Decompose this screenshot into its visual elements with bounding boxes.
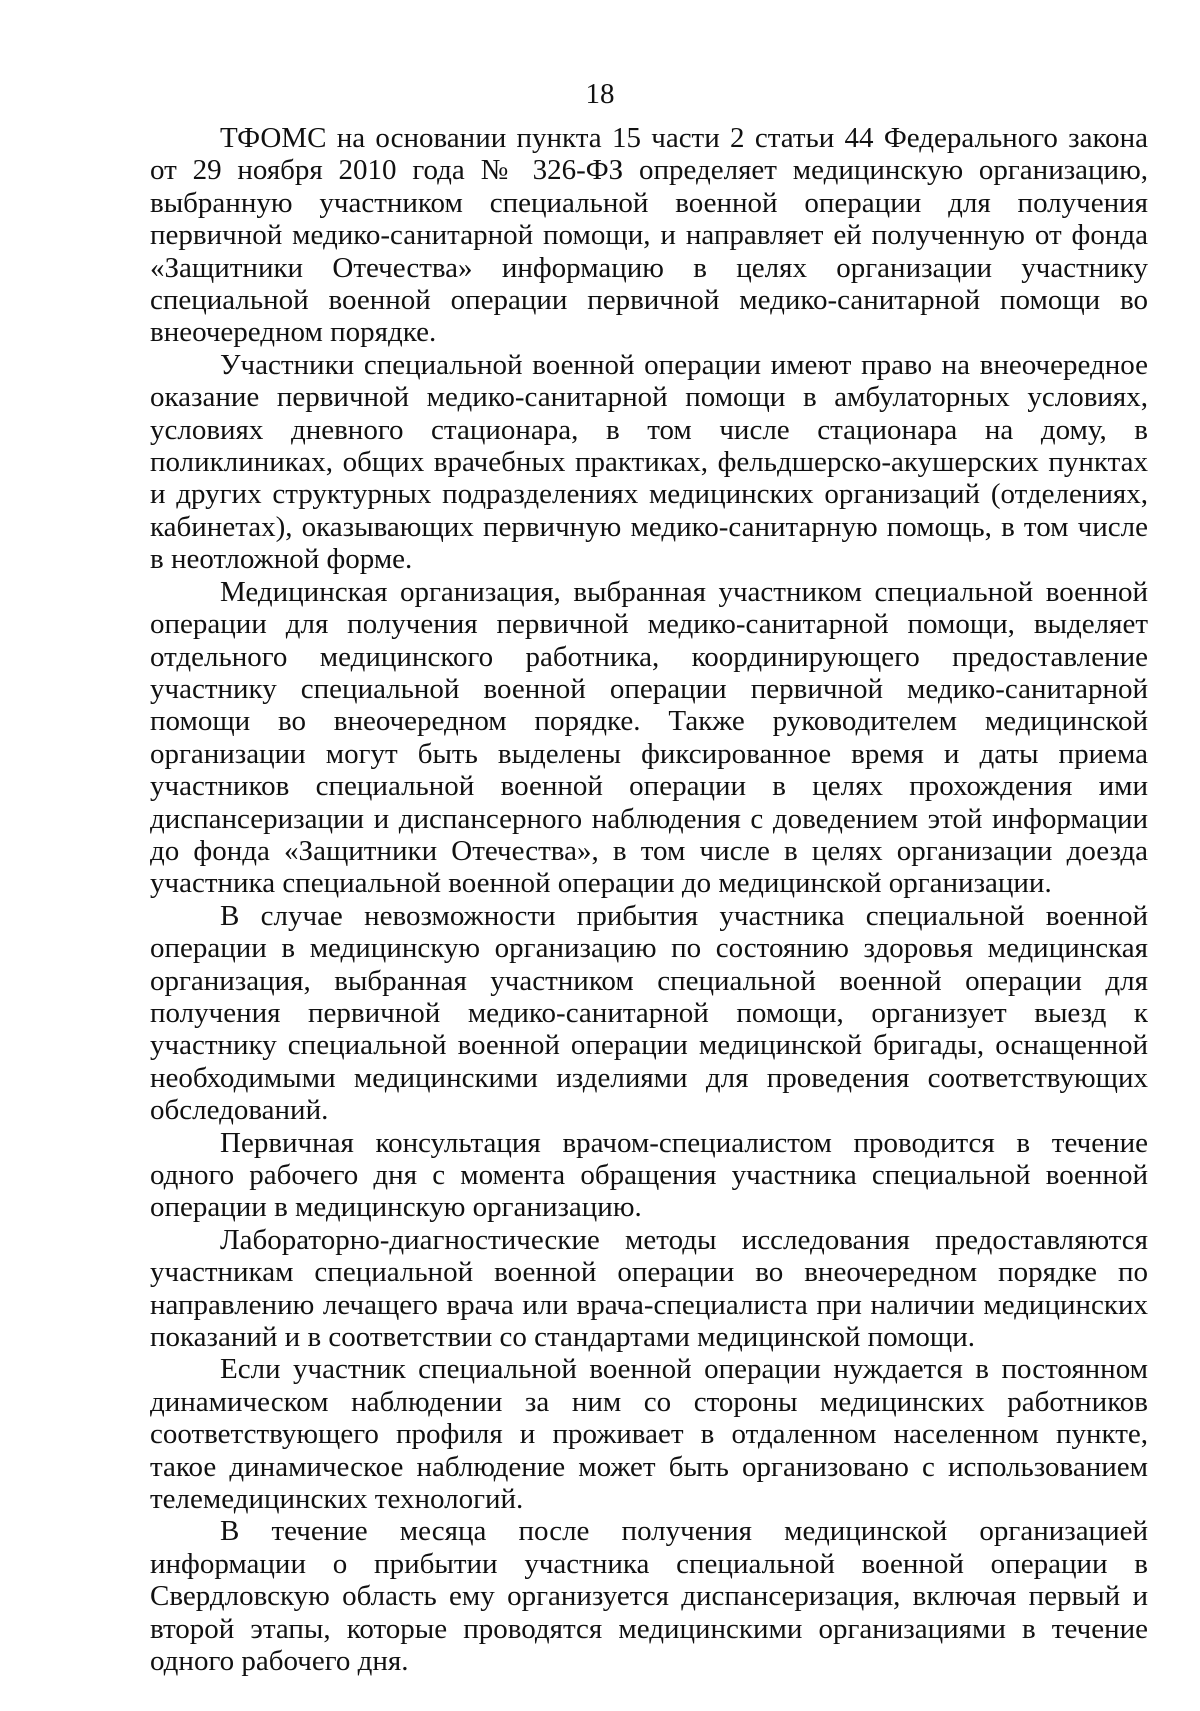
paragraph-8: В течение месяца после получения медицинской организацией информации о прибытии участника специальной военной операции в Свердловскую область ему организуется диспансеризация, включая первый и второй этапы, которые проводятся медицинскими организациями в течение одного рабочего дня. xyxy=(150,1515,1148,1678)
page-number: 18 xyxy=(585,78,615,110)
paragraph-7: Если участник специальной военной операции нуждается в постоянном динамическом наблюдении за ним со стороны медицинских работников соответствующего профиля и проживает в отдаленном населенном пункте, такое динамическое наблюдение может быть организовано с использованием телемедицинских технологий. xyxy=(150,1353,1148,1516)
paragraph-1: ТФОМС на основании пункта 15 части 2 статьи 44 Федерального закона от 29 ноября 2010 года № 326-ФЗ определяет медицинскую организацию, выбранную участником специальной военной операции для получения первичной медико-санитарной помощи, и направляет ей полученную от фонда «Защитники Отечества» информацию в целях организации участнику специальной военной операции первичной медико-санитарной помощи во внеочередном порядке. xyxy=(150,122,1148,349)
paragraph-5: Первичная консультация врачом-специалистом проводится в течение одного рабочего дня с момента обращения участника специальной военной операции в медицинскую организацию. xyxy=(150,1126,1148,1224)
paragraph-3: Медицинская организация, выбранная участником специальной военной операции для получения первичной медико-санитарной помощи, выделяет отдельного медицинского работника, координирующего предоставление участнику специальной военной операции первичной медико-санитарной помощи во внеочередном порядке. Также руководителем медицинской организации могут быть выделены фиксированное время и даты приема участников специальной военной операции в целях прохождения ими диспансеризации и диспансерного наблюдения с доведением этой информации до фонда «Защитники Отечества», в том числе в целях организации доезда участника специальной военной операции до медицинской организации. xyxy=(150,575,1148,900)
paragraph-2: Участники специальной военной операции имеют право на внеочередное оказание первичной медико-санитарной помощи в амбулаторных условиях, условиях дневного стационара, в том числе стационара на дому, в поликлиниках, общих врачебных практиках, фельдшерско-акушерских пунктах и других структурных подразделениях медицинских организаций (отделениях, кабинетах), оказывающих первичную медико-санитарную помощь, в том числе в неотложной форме. xyxy=(150,348,1148,576)
document-body xyxy=(150,122,1148,1678)
paragraph-4: В случае невозможности прибытия участника специальной военной операции в медицинскую организацию по состоянию здоровья медицинская организация, выбранная участником специальной военной операции для получения первичной медико-санитарной помощи, организует выезд к участнику специальной военной операции медицинской бригады, оснащенной необходимыми медицинскими изделиями для проведения соответствующих обследований. xyxy=(150,899,1148,1127)
paragraph-6: Лабораторно-диагностические методы исследования предоставляются участникам специальной военной операции во внеочередном порядке по направлению лечащего врача или врача-специалиста при наличии медицинских показаний и в соответствии со стандартами медицинской помощи. xyxy=(150,1223,1148,1354)
